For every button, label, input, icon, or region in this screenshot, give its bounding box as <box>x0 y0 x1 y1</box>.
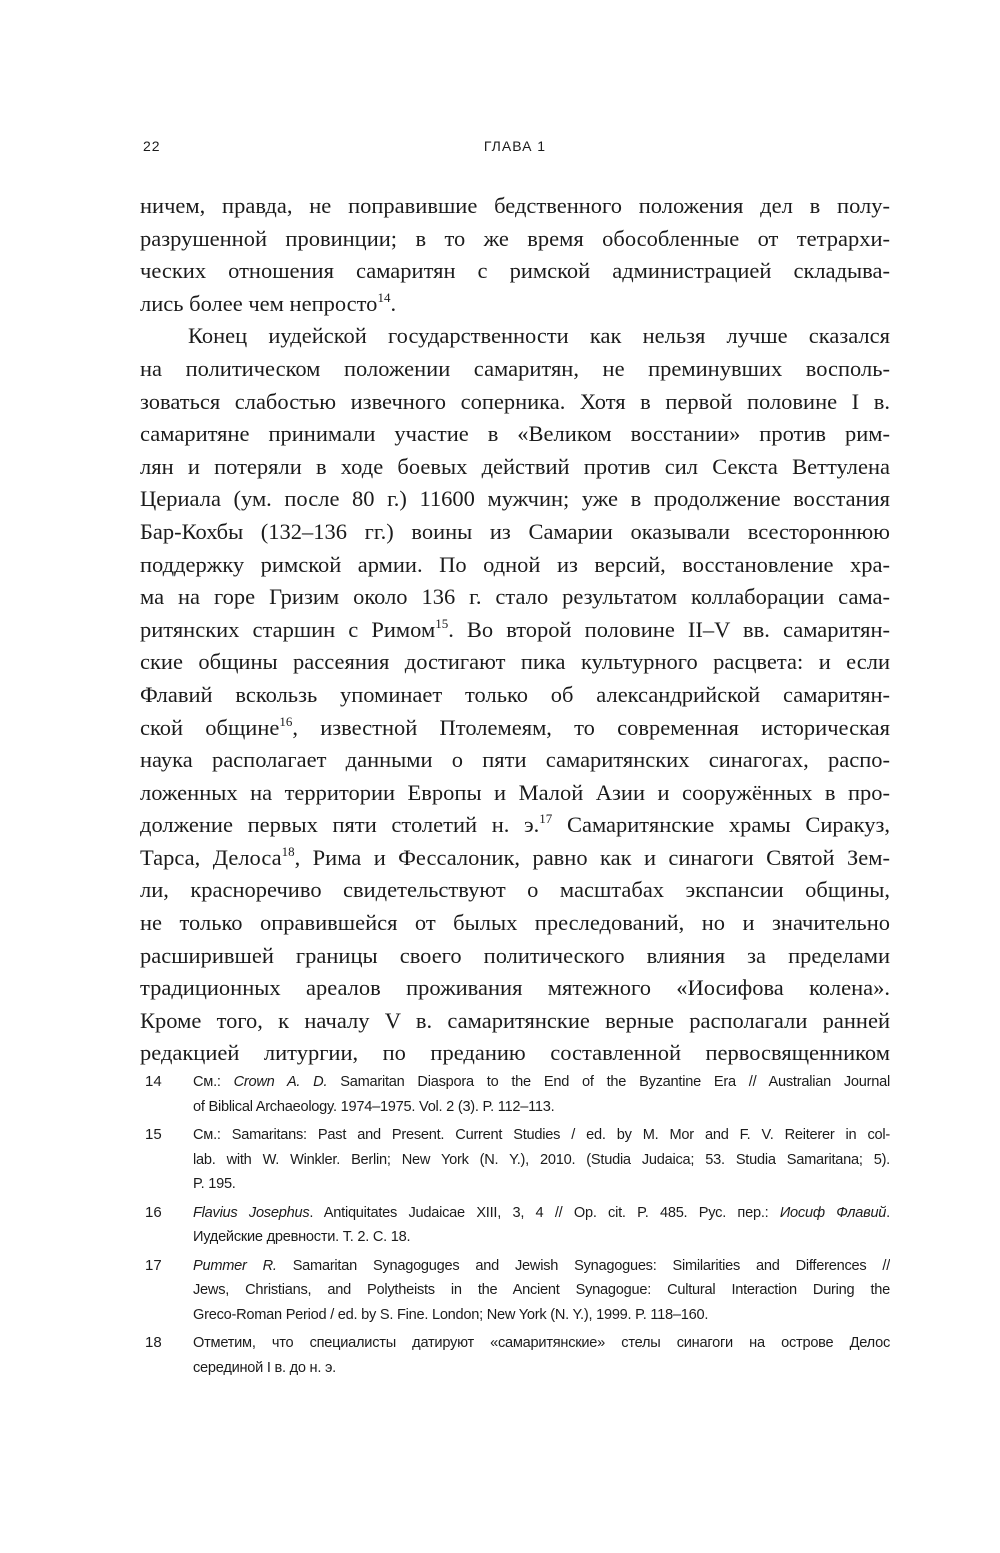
footnote-number: 14 <box>145 1073 162 1090</box>
text-run: Отметим, что специалисты датируют «самаритянские» стелы синагоги на острове Делос <box>193 1335 890 1351</box>
text-run: Кроме того, к началу V в. самаритянские верные располагали ранней <box>140 1007 890 1033</box>
text-run: серединой I в. до н. э. <box>193 1359 336 1376</box>
text-run: на политическом положении самаритян, не преминувших восполь- <box>140 355 890 381</box>
footnote-line <box>193 1331 890 1356</box>
text-run: Бар-Кохбы (132–136 гг.) воины из Самарии оказывали всестороннюю <box>140 518 890 544</box>
text-run: lab. with W. Winkler. Berlin; New York (N. Y.), 2010. (Studia Judaica; 53. Studia Samaritana; 5). <box>193 1151 890 1168</box>
text-run: ритянских старшин с Римом <box>140 616 436 642</box>
text-run: разрушенной провинции; в то же время обособленные от тетрархи- <box>140 225 890 251</box>
text-line <box>140 907 890 940</box>
footnote-line <box>193 1201 890 1226</box>
text-run: традиционных ареалов проживания мятежного «Иосифова колена». <box>140 975 890 1001</box>
text-line <box>140 1005 890 1038</box>
footnote-14 <box>145 1070 890 1119</box>
text-run: ческих отношения самаритян с римской администрацией складыва- <box>140 258 890 284</box>
footnote-number: 17 <box>145 1256 162 1274</box>
text-run: Samaritan Diaspora to the End of the Byzantine Era // Australian Journal <box>327 1074 890 1090</box>
text-run: Самаритянские храмы Сиракуз, <box>552 812 890 838</box>
text-line <box>140 940 890 973</box>
text-line <box>140 581 890 614</box>
text-run: самаритяне принимали участие в «Великом восстании» против рим- <box>140 421 890 447</box>
text-line <box>140 712 890 745</box>
text-run: . <box>390 290 397 316</box>
footnote-number: 18 <box>145 1334 162 1351</box>
text-run: ложенных на территории Европы и Малой Азии и сооружённых в про- <box>140 779 890 805</box>
footnote-17 <box>145 1254 890 1328</box>
text-run: ничем, правда, не поправившие бедственного положения дел в полу- <box>140 193 890 218</box>
footnote-line <box>193 1225 890 1250</box>
text-run: не только оправившейся от былых преследований, но и значительно <box>140 910 890 936</box>
text-line <box>140 777 890 810</box>
text-run: должение первых пяти столетий н. э. <box>140 812 540 838</box>
footnote-number: 15 <box>145 1126 162 1143</box>
text-run: Jews, Christians, and Polytheists in the Ancient Synagogue: Cultural Interaction During the <box>193 1282 890 1298</box>
footnote-line <box>193 1123 890 1148</box>
text-run: , Рима и Фессалоник, равно как и синагоги Святой Зем- <box>294 844 890 870</box>
footnote-line <box>193 1070 890 1095</box>
text-run: поддержку римской армии. По одной из версий, восстановление хра- <box>140 551 890 577</box>
text-line <box>140 516 890 549</box>
text-run: лись более чем непросто <box>140 290 378 316</box>
text-line <box>140 190 890 223</box>
footnote-ref[interactable]: 18 <box>281 843 295 859</box>
text-run: См.: <box>193 1074 234 1090</box>
footnote-line <box>193 1356 890 1381</box>
text-line <box>140 614 890 647</box>
text-line <box>140 842 890 875</box>
footnote-18 <box>145 1331 890 1380</box>
text-run: ские общины рассеяния достигают пика культурного расцвета: и если <box>140 649 890 675</box>
running-header-chapter: ГЛАВА 1 <box>483 138 547 154</box>
footnote-line <box>193 1172 890 1197</box>
text-run: расширившей границы своего политического влияния за пределами <box>140 942 890 968</box>
text-line <box>140 418 890 451</box>
text-line <box>140 549 890 582</box>
footnote-number: 16 <box>145 1203 162 1221</box>
text-run: зоваться слабостью извечного соперника. Хотя в первой половине I в. <box>140 388 890 414</box>
text-run: редакцией литургии, по преданию составленной первосвященником <box>140 1040 890 1066</box>
text-line <box>140 646 890 679</box>
text-run: лян и потеряли в ходе боевых действий против сил Секста Веттулена <box>140 453 890 479</box>
body-text <box>140 190 890 1070</box>
footnotes <box>145 1070 890 1384</box>
text-line <box>140 1037 890 1070</box>
text-line <box>140 288 890 321</box>
text-run: ма на горе Гризим около 136 г. стало результатом коллаборации сама- <box>140 584 890 610</box>
footnote-line <box>193 1148 890 1173</box>
text-line <box>140 223 890 256</box>
footnote-line <box>193 1303 890 1328</box>
text-run: Иудейские древности. Т. 2. С. 18. <box>193 1229 411 1245</box>
footnote-ref[interactable]: 15 <box>435 615 449 631</box>
text-line <box>140 744 890 777</box>
text-run: Тарса, Делоса <box>140 844 282 870</box>
text-line <box>140 451 890 484</box>
text-line <box>140 483 890 516</box>
page-number: 22 <box>143 138 161 154</box>
italic-text: Crown A. D. <box>233 1074 328 1090</box>
italic-text: Flavius Josephus <box>193 1204 310 1221</box>
text-line <box>140 255 890 288</box>
text-run: ской общине <box>140 714 280 740</box>
footnote-ref[interactable]: 14 <box>377 289 391 305</box>
footnote-15 <box>145 1123 890 1197</box>
text-line <box>140 679 890 712</box>
text-run: Greco-Roman Period / ed. by S. Fine. London; New York (N. Y.), 1999. P. 118–160. <box>193 1306 709 1323</box>
text-run: , известной Птолемеям, то современная историческая <box>292 714 890 740</box>
text-run: . <box>886 1204 890 1221</box>
footnote-16 <box>145 1201 890 1250</box>
text-line <box>140 386 890 419</box>
text-run: См.: Samaritans: Past and Present. Current Studies / ed. by M. Mor and F. V. Reiterer in col- <box>193 1127 890 1143</box>
text-line <box>140 353 890 386</box>
text-run: Цериала (ум. после 80 г.) 11600 мужчин; уже в продолжение восстания <box>140 486 890 512</box>
text-run: ли, красноречиво свидетельствуют о масштабах экспансии общины, <box>140 877 890 903</box>
text-run: Флавий вскользь упоминает только об александрийской самаритян- <box>140 681 890 707</box>
text-run: Конец иудейской государственности как нельзя лучше сказался <box>188 323 890 349</box>
text-run: P. 195. <box>193 1176 236 1192</box>
italic-text: Иосиф Флавий <box>779 1204 887 1221</box>
text-line <box>140 320 890 353</box>
footnote-ref[interactable]: 16 <box>279 713 293 729</box>
text-line <box>140 809 890 842</box>
footnote-line <box>193 1278 890 1303</box>
text-run: . Antiquitates Judaicae XIII, 3, 4 // Op. cit. P. 485. Рус. пер.: <box>309 1204 780 1221</box>
text-line <box>140 874 890 907</box>
text-line <box>140 972 890 1005</box>
text-run: of Biblical Archaeology. 1974–1975. Vol. 2 (3). P. 112–113. <box>193 1098 555 1115</box>
footnote-ref[interactable]: 17 <box>539 811 553 827</box>
italic-text: Pummer R. <box>193 1257 277 1274</box>
text-run: Samaritan Synagoguges and Jewish Synagogues: Similarities and Differences // <box>276 1257 890 1274</box>
text-run: . Во второй половине II–V вв. самаритян- <box>448 616 890 642</box>
footnote-line <box>193 1254 890 1279</box>
footnote-line <box>193 1095 890 1120</box>
text-run: наука располагает данными о пяти самаритянских синагогах, распо- <box>140 747 890 773</box>
